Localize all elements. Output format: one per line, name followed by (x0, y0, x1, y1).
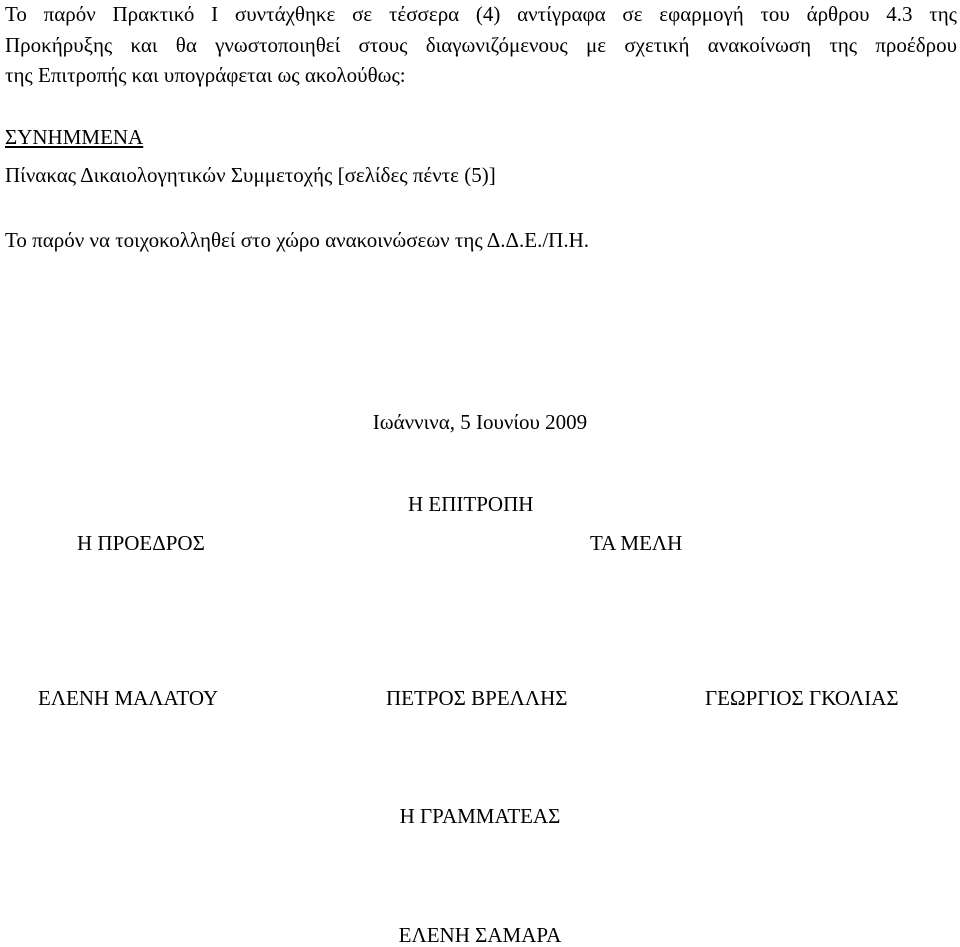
secretary-name: ΕΛΕΝΗ ΣΑΜΑΡΑ (398, 923, 562, 947)
place-date: Ιωάννινα, 5 Ιουνίου 2009 (372, 410, 588, 434)
member-2-name: ΓΕΩΡΓΙΟΣ ΓΚΟΛΙΑΣ (705, 686, 899, 710)
intro-line-3: της Επιτροπής και υπογράφεται ως ακολούθως: (5, 63, 406, 87)
member-1-name: ΠΕΤΡΟΣ ΒΡΕΛΛΗΣ (386, 686, 568, 710)
chair-name: ΕΛΕΝΗ ΜΑΛΑΤΟΥ (38, 686, 219, 710)
intro-line-1: Το παρόν Πρακτικό Ι συντάχθηκε σε τέσσερα (4) αντίγραφα σε εφαρμογή του άρθρου 4.3 της (5, 2, 957, 26)
attachments-heading: ΣΥΝΗΜΜΕΝΑ (5, 125, 144, 149)
committee-title: Η ΕΠΙΤΡΟΠΗ (408, 492, 534, 516)
attachments-item: Πίνακας Δικαιολογητικών Συμμετοχής [σελίδες πέντε (5)] (5, 163, 496, 187)
chair-label: Η ΠΡΟΕΔΡΟΣ (77, 531, 205, 555)
intro-line-2: Προκήρυξης και θα γνωστοποιηθεί στους διαγωνιζόμενους με σχετική ανακοίνωση της προέδρου (5, 33, 957, 57)
secretary-label: Η ΓΡΑΜΜΑΤΕΑΣ (399, 804, 561, 828)
members-label: ΤΑ ΜΕΛΗ (590, 531, 683, 555)
posting-note: Το παρόν να τοιχοκολληθεί στο χώρο ανακοινώσεων της Δ.Δ.Ε./Π.Η. (5, 228, 590, 252)
